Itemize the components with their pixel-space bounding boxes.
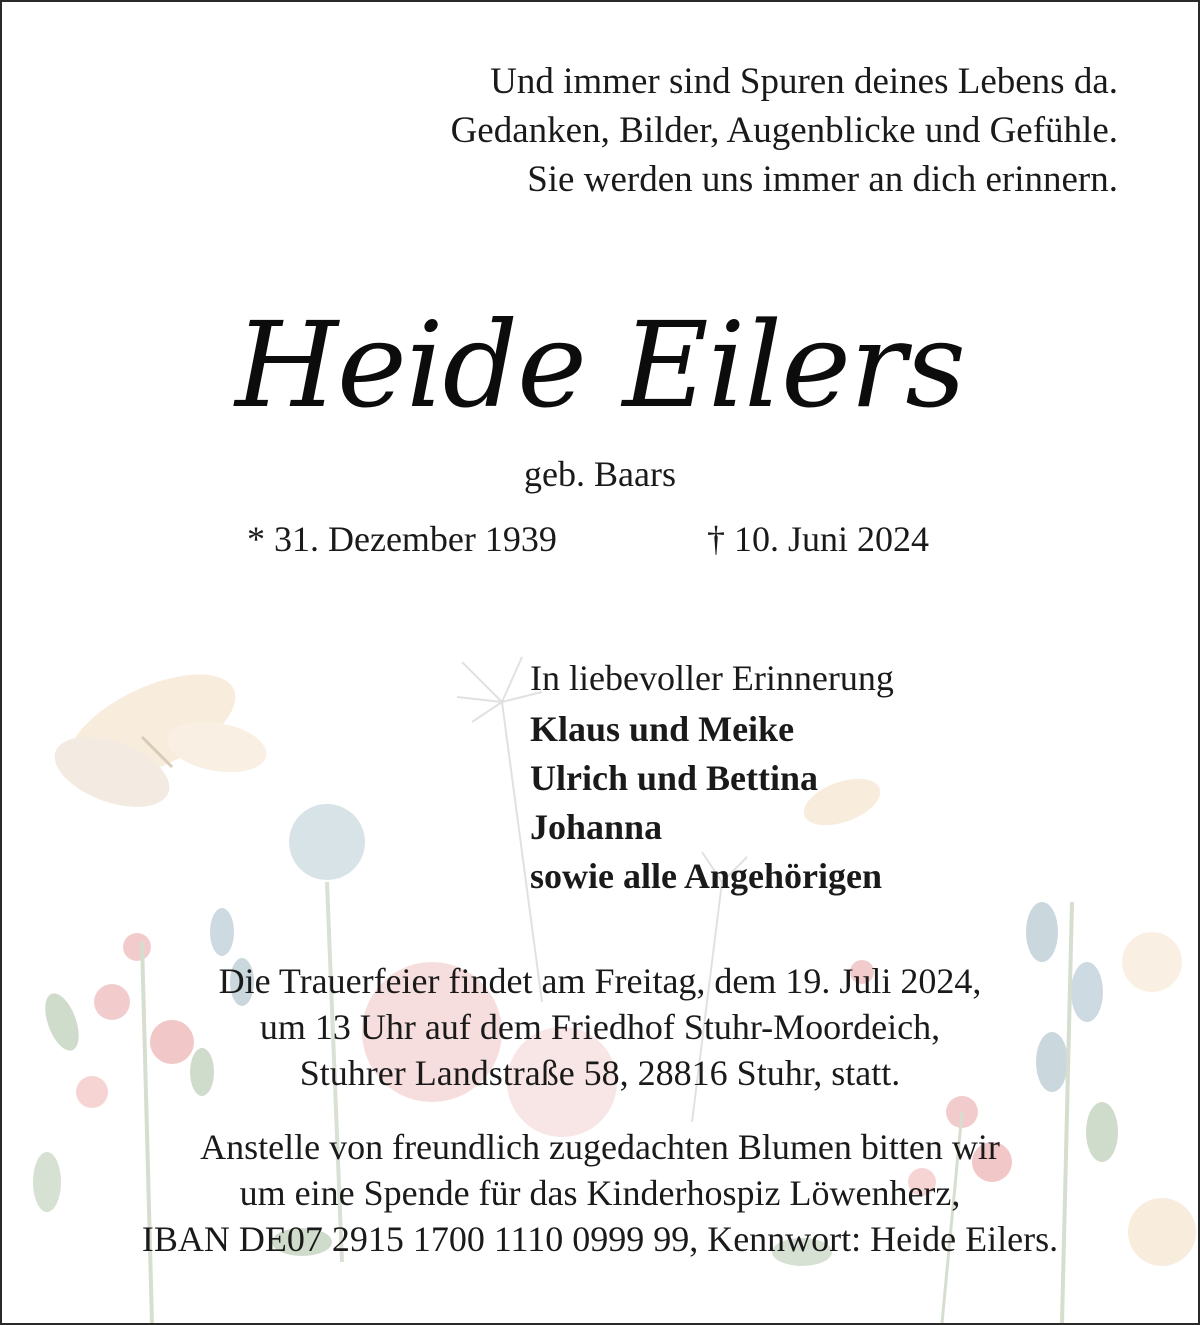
mourners-list xyxy=(530,654,894,901)
donation-line: IBAN DE07 2915 1700 1110 0999 99, Kennwort: Heide Eilers. xyxy=(141,1219,1059,1259)
donation-request xyxy=(2,1124,1198,1262)
memorial-poem xyxy=(451,57,1118,204)
remembrance-intro: In liebevoller Erinnerung xyxy=(530,658,894,698)
ceremony-line: Die Trauerfeier findet am Freitag, dem 19. Juli 2024, xyxy=(218,961,982,1001)
maiden-name: geb. Baars xyxy=(524,454,676,494)
mourner-name: Johanna xyxy=(530,807,663,847)
mourner-name: Klaus und Meike xyxy=(530,709,795,749)
mourner-name: sowie alle Angehörigen xyxy=(530,856,882,896)
donation-line: um eine Spende für das Kinderhospiz Löwenherz, xyxy=(239,1173,961,1213)
poem-line: Sie werden uns immer an dich erinnern. xyxy=(527,159,1118,200)
death-date: † 10. Juni 2024 xyxy=(707,519,930,559)
mourner-name: Ulrich und Bettina xyxy=(530,758,819,798)
birth-date: * 31. Dezember 1939 xyxy=(247,519,557,559)
ceremony-line: um 13 Uhr auf dem Friedhof Stuhr-Moordeich, xyxy=(259,1007,941,1047)
poem-line: Und immer sind Spuren deines Lebens da. xyxy=(490,61,1118,102)
deceased-name: Heide Eilers xyxy=(235,296,965,434)
funeral-ceremony-info xyxy=(2,958,1198,1096)
poem-line: Gedanken, Bilder, Augenblicke und Gefühle. xyxy=(450,110,1118,151)
butterfly-icon xyxy=(45,653,270,821)
ceremony-line: Stuhrer Landstraße 58, 28816 Stuhr, statt. xyxy=(299,1053,901,1093)
poppy-pod-icon xyxy=(289,804,365,880)
donation-line: Anstelle von freundlich zugedachten Blumen bitten wir xyxy=(200,1127,1000,1167)
